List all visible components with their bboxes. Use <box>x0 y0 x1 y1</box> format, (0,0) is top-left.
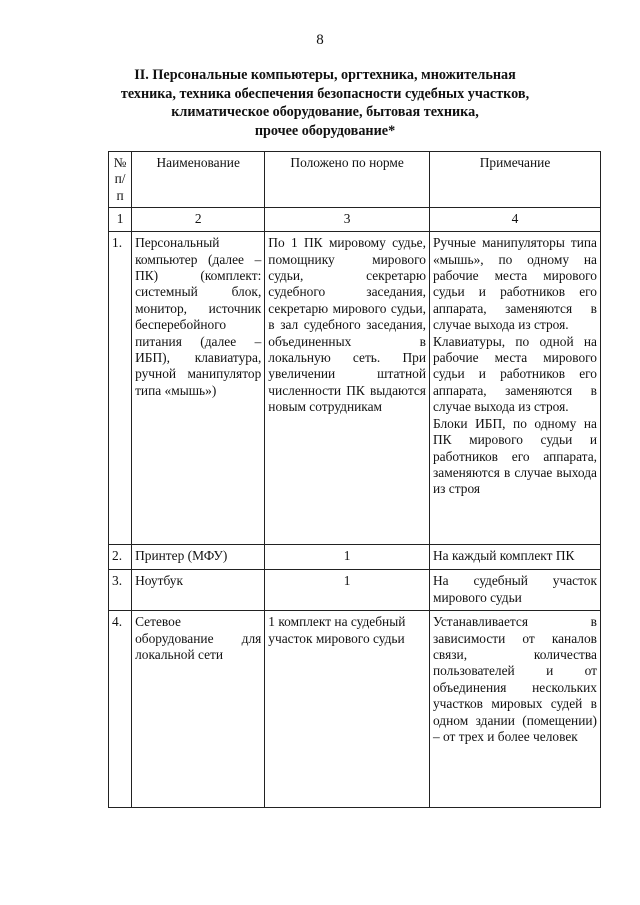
row-note: Устанавливается в зависимости от каналов связи, количества пользователей и от объединения нескольких участков мировых судей в одном здании (помещении) – от трех и более человек <box>429 611 600 808</box>
page-number: 8 <box>316 32 324 48</box>
table-row <box>109 570 601 611</box>
header-norm: Положено по норме <box>265 152 430 208</box>
section-title <box>120 66 530 140</box>
table-header-row <box>109 152 601 208</box>
table-row <box>109 611 601 808</box>
header-note: Примечание <box>429 152 600 208</box>
row-norm: По 1 ПК мировому судье, помощнику мирового судьи, секретарю судебного заседания, секретарю мирового судьи, в зал судебного заседания, объединенных в локальную сеть. При увеличении штатной численности ПК выдаются новым сотрудникам <box>265 232 430 545</box>
section-title-line: техника, техника обеспечения безопасности судебных участков, <box>120 85 530 102</box>
row-norm: 1 <box>265 545 430 570</box>
column-index-row <box>109 208 601 232</box>
equipment-table <box>108 151 601 808</box>
row-name: Принтер (МФУ) <box>132 545 265 570</box>
column-index: 2 <box>132 208 265 232</box>
note-paragraph: Ручные манипуляторы типа «мышь», по одному на рабочие места мирового судьи и работников его аппарата, заменяются в случае выхода из строя. <box>432 235 597 333</box>
section-title-line: II. Персональные компьютеры, оргтехника, множительная <box>134 67 516 83</box>
row-note <box>429 232 600 545</box>
table-row <box>109 232 601 545</box>
column-index: 1 <box>109 208 132 232</box>
note-paragraph: Клавиатуры, по одной на рабочие места мирового судьи и работников его аппарата, заменяются в случае выхода из строя. <box>432 333 597 415</box>
row-note: На каждый комплект ПК <box>429 545 600 570</box>
row-num: 2. <box>109 545 132 570</box>
header-num: № п/п <box>109 152 132 208</box>
table-row <box>109 545 601 570</box>
row-name: Ноутбук <box>132 570 265 611</box>
header-name: Наименование <box>132 152 265 208</box>
row-norm: 1 комплект на судебный участок мирового судьи <box>265 611 430 808</box>
column-index: 4 <box>429 208 600 232</box>
row-note: На судебный участок мирового судьи <box>429 570 600 611</box>
row-name: Персональный компьютер (далее – ПК) (комплект: системный блок, монитор, источник бесперебойного питания (далее – ИБП), клавиатура, ручной манипулятор типа «мышь») <box>132 232 265 545</box>
column-index: 3 <box>265 208 430 232</box>
section-title-line: климатическое оборудование, бытовая техника, <box>171 104 479 121</box>
row-norm: 1 <box>265 570 430 611</box>
row-num: 4. <box>109 611 132 808</box>
note-paragraph: Блоки ИБП, по одному на ПК мирового судьи и работников его аппарата, заменяются в случае выхода из строя <box>432 415 597 497</box>
row-num: 1. <box>109 232 132 545</box>
section-title-line: прочее оборудование* <box>254 122 396 139</box>
row-name: Сетевое оборудование для локальной сети <box>132 611 265 808</box>
row-num: 3. <box>109 570 132 611</box>
